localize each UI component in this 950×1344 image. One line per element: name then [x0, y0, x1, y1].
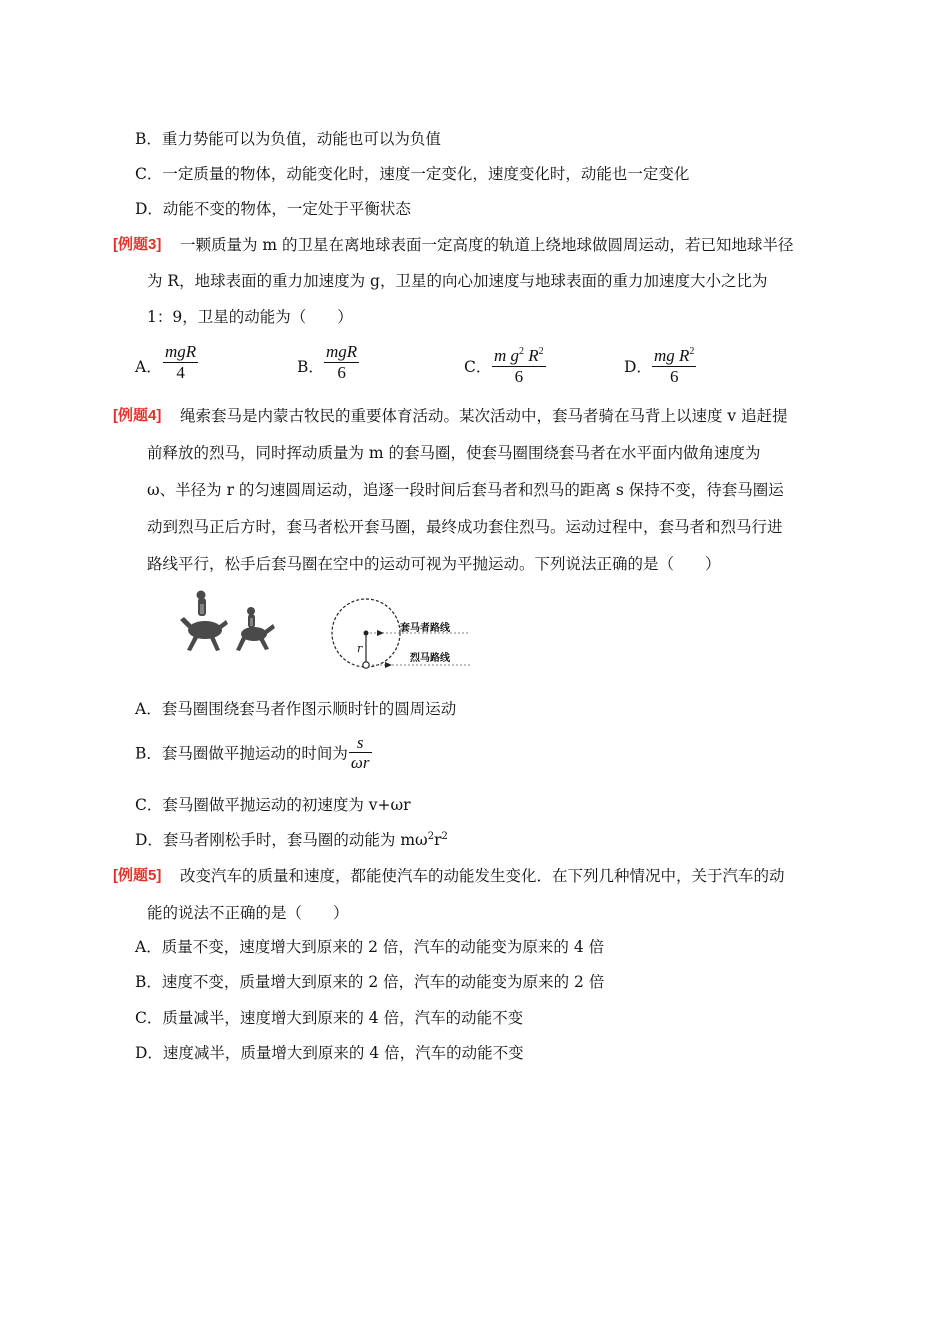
circular-motion-diagram: [328, 596, 476, 674]
example-5-line-1: 改变汽车的质量和速度，都能使汽车的动能发生变化．在下列几种情况中，关于汽车的动: [180, 867, 785, 885]
example-3-option-a-formula: mgR 4: [165, 342, 197, 382]
example-3-line-2: 为 R，地球表面的重力加速度为 g，卫星的向心加速度与地球表面的重力加速度大小之比为: [147, 272, 768, 290]
example-3-line-3: 1：9，卫星的动能为（ ）: [147, 308, 353, 326]
example-3-option-d-label: D．: [624, 358, 652, 376]
example-3-tag: [例题3]: [113, 236, 162, 253]
example-5-option-b: B．速度不变，质量增大到原来的 2 倍，汽车的动能变为原来的 2 倍: [135, 973, 605, 991]
example-4-tag: [例题4]: [113, 407, 162, 424]
example-4-option-a: A．套马圈围绕套马者作图示顺时针的圆周运动: [135, 700, 457, 718]
horse-path-label: 烈马路线: [410, 653, 450, 664]
example-5-option-d: D．速度减半，质量增大到原来的 4 倍，汽车的动能不变: [135, 1044, 524, 1062]
example-4-line-2: 前释放的烈马，同时挥动质量为 m 的套马圈，使套马圈围绕套马者在水平面内做角速度为: [147, 444, 761, 462]
prev-option-c: C．一定质量的物体，动能变化时，速度一定变化，速度变化时，动能也一定变化: [135, 165, 690, 183]
example-3-option-b-label: B．: [297, 358, 324, 376]
example-4-option-b: B．套马圈做平抛运动的时间为 $\frac{s}{\omega r}$: [135, 733, 370, 772]
rider-path-label: 套马者路线: [400, 623, 450, 634]
example-4-line-4: 动到烈马正后方时，套马者松开套马圈，最终成功套住烈马。运动过程中，套马者和烈马行进: [147, 518, 783, 536]
prev-option-d: D．动能不变的物体，一定处于平衡状态: [135, 200, 411, 218]
radius-label: r: [357, 642, 363, 655]
example-3-line-1: 一颗质量为 m 的卫星在离地球表面一定高度的轨道上绕地球做圆周运动，若已知地球半径: [180, 236, 794, 254]
example-4-line-1: 绳索套马是内蒙古牧民的重要体育活动。某次活动中，套马者骑在马背上以速度 v 追赶提: [180, 407, 788, 425]
prev-option-b: B．重力势能可以为负值，动能也可以为负值: [135, 130, 441, 148]
flight-time-formula: $\frac{s}{\omega r}$: [350, 733, 370, 772]
example-5-tag: [例题5]: [113, 867, 162, 884]
example-3-option-d-formula: mg $R^2$ 6: [654, 346, 695, 386]
example-5-option-a: A．质量不变，速度增大到原来的 2 倍，汽车的动能变为原来的 4 倍: [135, 938, 605, 956]
example-4-line-5: 路线平行，松手后套马圈在空中的运动可视为平抛运动。下列说法正确的是（ ）: [147, 555, 721, 573]
example-5-option-c: C．质量减半，速度增大到原来的 4 倍，汽车的动能不变: [135, 1009, 524, 1027]
example-5-line-2: 能的说法不正确的是（ ）: [147, 904, 349, 922]
example-4-line-3: ω、半径为 r 的匀速圆周运动，追逐一段时间后套马者和烈马的距离 s 保持不变，待套马圈运: [147, 481, 784, 499]
example-3-option-a-label: A．: [135, 358, 162, 376]
example-4-option-d: D．套马者刚松手时，套马圈的动能为 $m\omega^2r^2$: [135, 830, 448, 849]
example-3-option-c-formula: m $g^2$ $R^2$ 6: [494, 346, 544, 386]
horse-riders-illustration: [170, 590, 280, 655]
example-3-option-c-label: C．: [464, 358, 492, 376]
example-4-option-c: C．套马圈做平抛运动的初速度为 v+ωr: [135, 796, 411, 814]
example-3-option-b-formula: mgR 6: [326, 342, 358, 382]
